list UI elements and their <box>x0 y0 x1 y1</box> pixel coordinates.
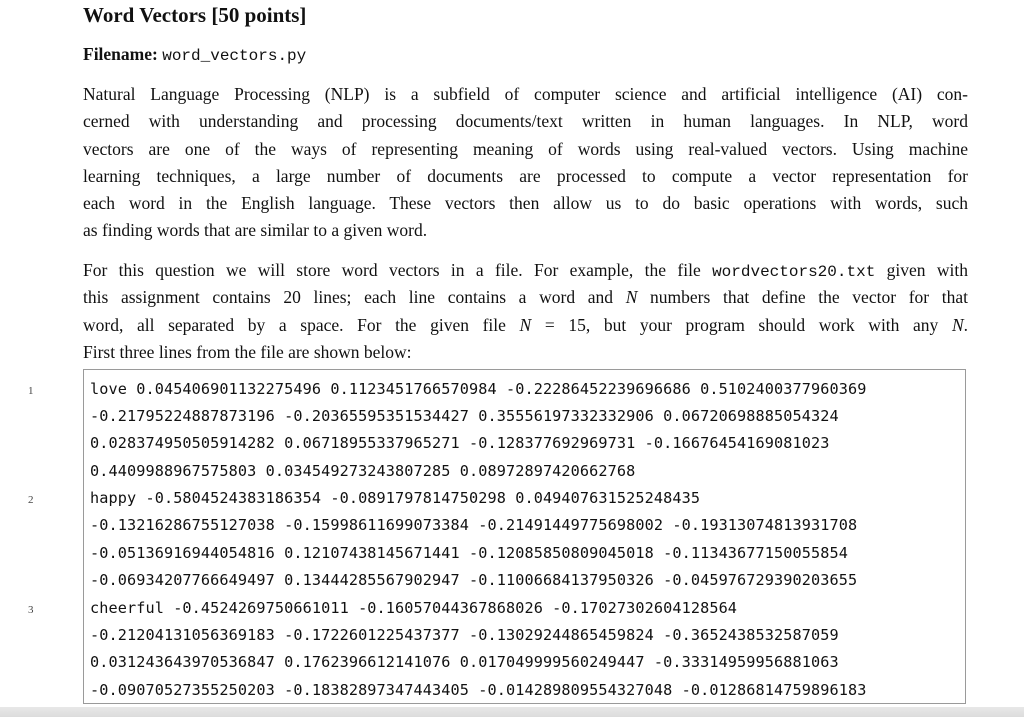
text-fragment: For this question we will store word vectors in a file. For example, the file <box>83 260 713 280</box>
code-listing <box>83 369 966 704</box>
code-line: 0.4409988967575803 0.034549273243807285 0.08972897420662768 <box>90 462 636 480</box>
code-line: -0.21204131056369183 -0.1722601225437377 -0.13029244865459824 -0.3652438532587059 <box>90 626 839 644</box>
math-variable: N <box>625 287 638 308</box>
text-fragment: = 15, but your program should work with any <box>531 314 952 335</box>
paragraph-line: First three lines from the file are shown below: <box>83 341 412 362</box>
file-description-paragraph <box>83 257 968 366</box>
line-number: 3 <box>28 604 34 616</box>
math-variable: N <box>519 314 532 335</box>
filename-value: word_vectors.py <box>162 47 307 65</box>
code-line: happy -0.5804524383186354 -0.0891797814750298 0.049407631525248435 <box>90 489 701 507</box>
page-bottom-edge <box>0 707 1024 717</box>
line-number: 1 <box>28 385 34 397</box>
line-number: 2 <box>28 494 34 506</box>
code-line: -0.13216286755127038 -0.15998611699073384 -0.21491449775698002 -0.19313074813931708 <box>90 516 858 534</box>
code-line: cheerful -0.4524269750661011 -0.16057044367868026 -0.17027302604128564 <box>90 599 738 617</box>
code-line: 0.031243643970536847 0.1762396612141076 0.017049999560249447 -0.33314959956881063 <box>90 653 839 671</box>
paragraph-line: Natural Language Processing (NLP) is a subfield of computer science and artificial intelligence (AI) con- <box>83 84 968 104</box>
intro-paragraph <box>83 81 968 245</box>
paragraph-line <box>83 257 968 284</box>
text-fragment: numbers that define the vector for that <box>637 287 969 308</box>
filename-line <box>83 44 306 65</box>
text-fragment: word, all separated by a space. For the given file <box>83 314 520 335</box>
filename-label: Filename: <box>83 44 158 64</box>
text-fragment: . <box>963 314 968 335</box>
code-line: -0.06934207766649497 0.13444285567902947 -0.11006684137950326 -0.045976729390203655 <box>90 571 858 589</box>
filename-inline-code: wordvectors20.txt <box>712 263 876 281</box>
paragraph-line: as finding words that are similar to a given word. <box>83 220 428 241</box>
code-line: 0.028374950505914282 0.06718955337965271 -0.128377692969731 -0.16676454169081023 <box>90 434 830 452</box>
paragraph-line: each word in the English language. These vectors then allow us to do basic operations with words, such <box>83 193 968 214</box>
paragraph-line <box>83 284 968 311</box>
math-variable: N <box>951 314 964 335</box>
code-line: -0.21795224887873196 -0.20365595351534427 0.35556197332332906 0.06720698885054324 <box>90 407 839 425</box>
code-line: -0.09070527355250203 -0.18382897347443405 -0.014289809554327048 -0.01286814759896183 <box>90 681 867 699</box>
paragraph-line: learning techniques, a large number of documents are processed to compute a vector representation for <box>83 165 968 186</box>
paragraph-line <box>83 312 968 339</box>
text-fragment: given with <box>875 260 968 280</box>
code-line: -0.05136916944054816 0.12107438145671441 -0.12085850809045018 -0.11343677150055854 <box>90 544 848 562</box>
section-title: Word Vectors [50 points] <box>83 3 307 27</box>
paragraph-line: cerned with understanding and processing documents/text written in human languages. In NLP, word <box>83 111 968 132</box>
paragraph-line: vectors are one of the ways of representing meaning of words using real-valued vectors. Using machine <box>83 138 968 159</box>
text-fragment: this assignment contains 20 lines; each line contains a word and <box>83 287 626 308</box>
code-line: love 0.045406901132275496 0.1123451766570984 -0.22286452239696686 0.5102400377960369 <box>90 380 867 398</box>
